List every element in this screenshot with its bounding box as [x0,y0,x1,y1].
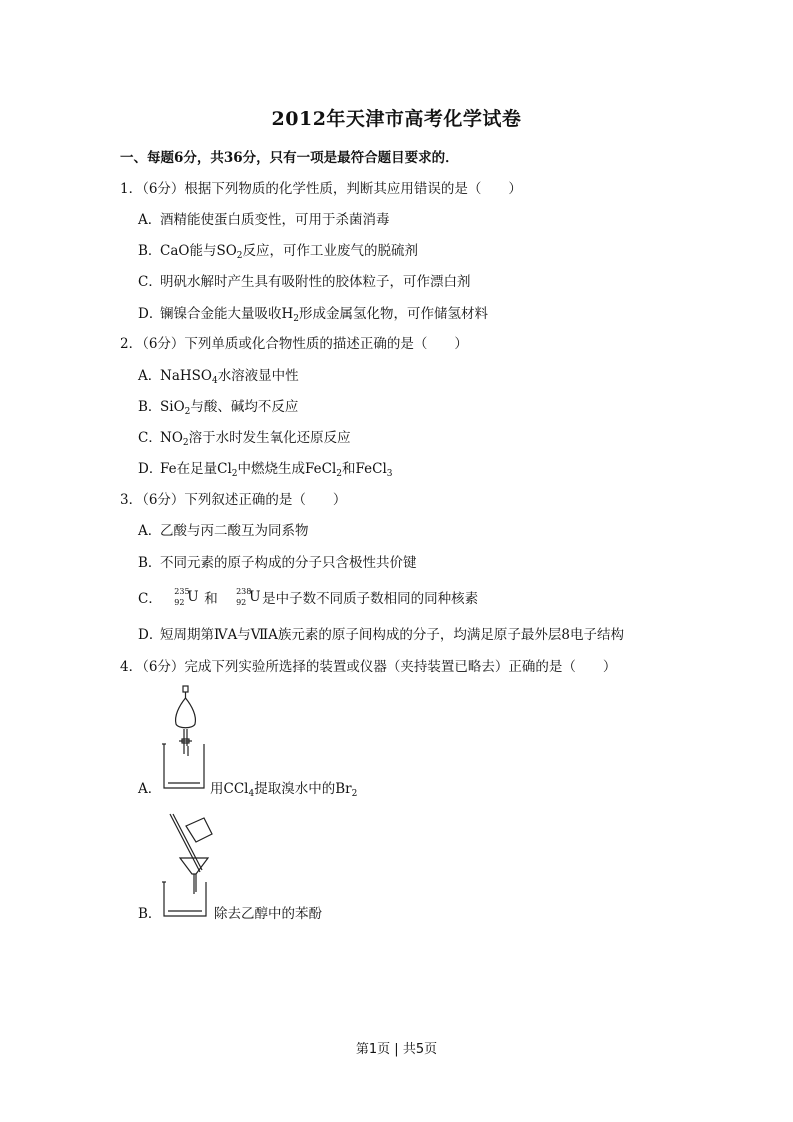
option-text: 乙酸与丙二酸互为同系物 [160,523,309,539]
element-symbol: U [249,589,261,605]
question-4-option-b [138,902,322,922]
option-text: 和FeCl [342,461,387,477]
option-label: C． [138,430,162,446]
question-2-stem: 2．（6分）下列单质或化合物性质的描述正确的是（ ） [120,336,468,352]
option-text: Fe在足量Cl [160,461,232,477]
mass-number: 235 [174,587,190,596]
page-footer: 第1页 | 共5页 [355,1042,438,1057]
option-text: 提取溴水中的Br [254,781,352,797]
option-text: SiO [160,399,185,415]
question-4-option-a [138,777,357,797]
question-1-option-c [138,270,471,290]
option-text: 溶于水时发生氧化还原反应 [188,430,351,446]
option-text: CaO能与SO [160,243,237,259]
option-text: 不同元素的原子构成的分子只含极性共价键 [160,555,417,571]
question-1-option-b [138,239,418,259]
subscript: 4 [248,789,255,799]
option-label: C． [138,274,162,290]
question-3-stem: 3．（6分）下列叙述正确的是（ ） [120,492,347,508]
subscript: 2 [351,789,358,799]
option-label: A． [138,523,162,539]
question-4-stem: 4．（6分）完成下列实验所选择的装置或仪器（夹持装置已略去）正确的是（ ） [120,659,617,675]
subscript: 2 [236,251,243,261]
subscript: 2 [231,469,238,479]
option-text: 是中子数不同质子数相同的同种核素 [262,591,479,607]
option-text: 除去乙醇中的苯酚 [214,906,322,922]
subscript: 3 [386,469,393,479]
option-text: 与酸、碱均不反应 [190,399,299,415]
question-3-option-d [138,623,624,643]
option-text: 镧镍合金能大量吸收H [160,306,294,322]
isotope-u235 [164,589,198,607]
option-label: D． [138,306,163,322]
option-label: B． [138,399,162,415]
question-3-option-a [138,519,309,539]
subscript: 2 [293,314,300,324]
option-text: 和 [204,591,218,607]
option-text: NaHSO [160,368,212,384]
option-text: 水溶液显中性 [217,368,299,384]
page-title: 2012年天津市高考化学试卷 [271,108,522,130]
option-label: B． [138,555,162,571]
question-2-option-d [138,457,393,477]
option-text: 用CCl [210,781,249,797]
subscript: 2 [182,438,189,448]
question-1-option-a [138,208,390,228]
question-2-option-c [138,426,351,446]
element-symbol: U [187,589,199,605]
option-text: 明矾水解时产生具有吸附性的胶体粒子，可作漂白剂 [160,274,471,290]
option-text: NO [160,430,183,446]
option-text: 酒精能使蛋白质变性，可用于杀菌消毒 [160,212,390,228]
option-label: D． [138,461,163,477]
question-2-option-b [138,395,298,415]
option-text: 反应，可作工业废气的脱硫剂 [242,243,418,259]
option-label: D． [138,627,163,643]
option-label: B． [138,906,162,922]
section-heading: 一、每题6分，共36分，只有一项是最符合题目要求的． [120,150,459,166]
option-text: 中燃烧生成FeCl [237,461,337,477]
question-3-option-b [138,551,417,571]
option-label: A． [138,212,162,228]
atomic-number: 92 [174,598,185,607]
mass-number: 238 [236,587,252,596]
question-1-stem: 1．（6分）根据下列物质的化学性质，判断其应用错误的是（ ） [120,181,522,197]
isotope-u238 [226,589,260,607]
subscript: 2 [184,407,191,417]
question-1-option-d [138,302,488,322]
subscript: 4 [211,376,218,386]
option-label: A． [138,368,162,384]
option-label: B． [138,243,162,259]
option-text: 短周期第ⅣA与ⅦA族元素的原子间构成的分子，均满足原子最外层8电子结构 [160,627,624,643]
option-label: A． [138,781,162,797]
option-label: C． [138,591,162,607]
question-2-option-a [138,364,299,384]
option-text: 形成金属氢化物，可作储氢材料 [299,306,489,322]
atomic-number: 92 [236,598,247,607]
question-3-option-c [138,587,478,607]
subscript: 2 [336,469,342,479]
